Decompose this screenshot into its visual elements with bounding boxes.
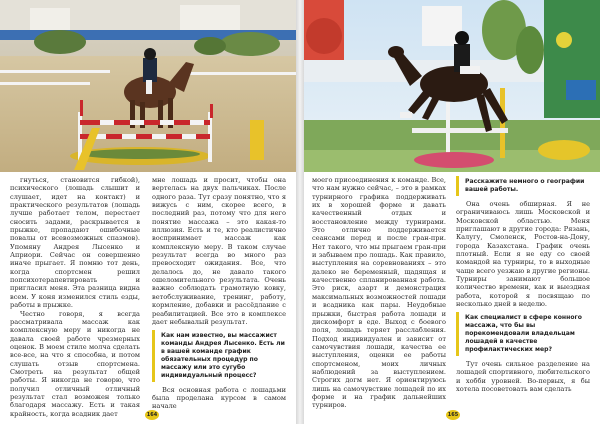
left-col1-paragraph: гнуться, становится гибкой), психического (лошадь слышит и слушает, идет на контакт) и практического результатов (лошадь лучше работает телом, перестает сносить задами, раскрывается в прыжке, пропадают ошибочные повалы от всевозможных спазмов). Упомяну Андрея Лысенко и Априори. Сейчас он совершенно иначе прыгает. Я помню тот день, когда спортсмен решил попсихотерапевтировать и пригласил меня. Эта разница видна всем. У коня изменился стиль езды, работы в прыжке. bbox=[10, 176, 140, 310]
left-page bbox=[0, 0, 296, 424]
right-photo bbox=[304, 0, 600, 172]
right-page bbox=[304, 0, 600, 424]
left-col1-paragraph: Честно говоря, я всегда рассматривала массаж как комплексную меру и никогда не давала своей работе чрезмерных оценок. В моем стиле молча сделать все-все, на что я способна, и потом слушать отзыв спортсмена. Смотреть на результат общей работы. Я никогда не говорю, что получил отличный отличный результат стал возможен только благодаря массажу. Есть и такая крайность, когда всадник дает bbox=[10, 309, 140, 418]
interview-question: Как нам известно, вы массажист команды Андрея Лысенко. Есть ли в вашей команде график обязательных процедур по массажу или это сугубо индивидуальный процесс? bbox=[152, 330, 286, 381]
right-col2-paragraph: Она очень обширная. Я не ограничиваюсь лишь Московской и Московской областью. Меня приглашают в другие города: Рязань, Калугу, Смоленск, Ростов-на-Дону, города Казахстана. График очень плотный. Если я не еду со своей командой на турниры, то в выходные чаще всего уезжаю в другие регионы. Турниры занимают большое количество времени, как и выездная работа, которой я посвящаю по несколько дней в неделю. bbox=[456, 199, 590, 308]
left-column-1 bbox=[10, 176, 140, 418]
left-column-2 bbox=[152, 176, 286, 411]
left-photo bbox=[0, 0, 296, 172]
book-gutter bbox=[296, 0, 304, 424]
page-number: 165 bbox=[447, 412, 459, 418]
right-col2-paragraph: Тут очень сильное разделение на лошадей спортивного, любительского и хобби уровней. Во-первых, я бы хотела посоветовать вам сделать bbox=[456, 359, 590, 393]
right-photo-image bbox=[304, 0, 600, 172]
page-number: 164 bbox=[146, 412, 158, 418]
left-col2-paragraph: Вся основная работа с лошадьми была проделана курсом в самом начале bbox=[152, 385, 286, 411]
left-photo-image bbox=[0, 0, 296, 172]
interview-question: Расскажите немного о географии вашей работы. bbox=[456, 176, 590, 196]
left-col2-paragraph: мне лошадь и просит, чтобы она вертелась на двух пальчиках. После одного раза. Тут сразу понятно, что я вижусь с ним, скорее всего, в последний раз, потому что для него понятие массажа – это какая-то иллюзия. Есть и те, кто реалистично воспринимает массаж как комплексную меру. В таком случае результат всегда во много раз превосходит ожидания. Все, что делалось до, не давало такого ошеломительного результата. Очень важно соблюдать грамотную ковку, ветобслуживание, тренинг, работу, кормление, добавки и рассёдлание с реабилитацией. Все это в комплексе дает небывалый результат. bbox=[152, 176, 286, 326]
right-column-2 bbox=[456, 176, 590, 393]
right-col1-paragraph: моего присоединения к команде. Все, что нам нужно сейчас, – это в рамках турнирного графика поддерживать их в хорошей форме и давать качественный отдых и восстановление между турнирами. Это отлично поддерживается сеансами перед и после гран-при. Нет такого, что мы прыгаем гран-при и забываем про лошадь. Как правило, выступления на соревнованиях – это далеко не беременный, щадящая и качественно спланированная работа. Это риск, азарт и демонстрация максимальных возможностей лошади и всадника как пары. Неудобные прыжки, быстрая работа лошади и дискомфорт в еде. Выход с боевого поля, лошадь теряет расслабления. Подход индивидуален и зависит от самочувствия лошади, качества ее выступления, оценки ее работы спортсменом, моих личных наблюдений за выступлением. Строгих догм нет. Я ориентируюсь лишь на самочувствие лошадей по их форме и на график дальнейших турниров. bbox=[312, 176, 446, 410]
right-column-1 bbox=[312, 176, 446, 410]
interview-question: Как специалист в сфере конного массажа, что бы вы порекомендовали владельцам лошадей в качестве профилактических мер? bbox=[456, 312, 590, 356]
